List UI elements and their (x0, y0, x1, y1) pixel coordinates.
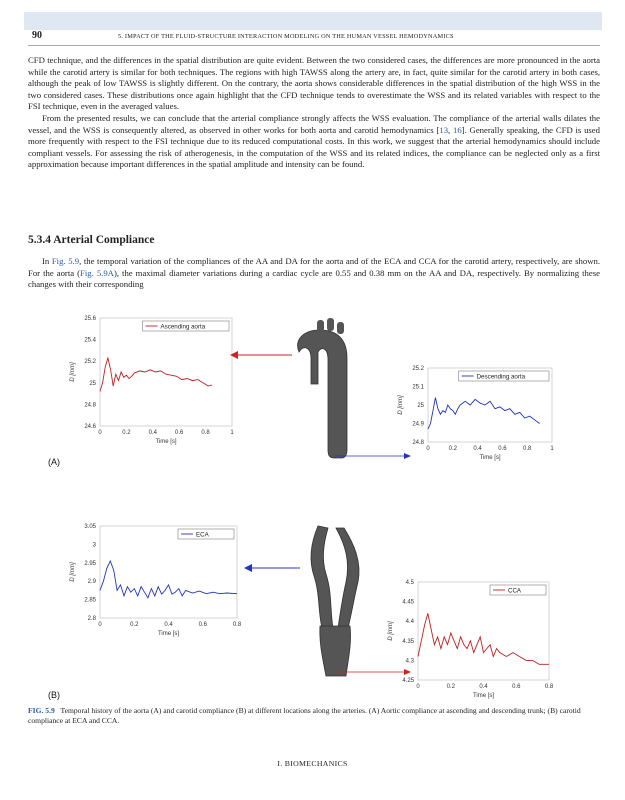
paragraph-2-text-a: From the presented results, we can conclude that the arterial compliance strongly affects the WSS evaluation. The compliance of the arterial walls dilates the vessel, and the WSS is consequently altered, as observed in other works for both aorta and carotid hemodynamics [ (28, 112, 600, 135)
y-tick-label: 24.8 (84, 402, 96, 409)
x-tick-label: 0.8 (201, 430, 210, 436)
x-tick-label: 1 (230, 430, 234, 436)
arrow-to-cca-chart (337, 669, 411, 675)
aorta-branch-2 (327, 318, 334, 331)
legend-label: Ascending aorta (160, 323, 206, 331)
x-tick-label: 0.4 (479, 684, 488, 690)
legend-label: ECA (196, 531, 209, 539)
arrow-to-eca-chart (244, 564, 300, 572)
running-head: 5. IMPACT OF THE FLUID-STRUCTURE INTERACTION MODELING ON THE HUMAN VESSEL HEMODYNAMICS (118, 33, 454, 40)
panel-a-label: (A) (48, 457, 60, 467)
arrow-to-aa-chart (230, 351, 292, 359)
y-tick-label: 25.2 (84, 359, 96, 366)
panel-b-label: (B) (48, 690, 60, 700)
x-tick-label: 0 (426, 446, 430, 452)
y-tick-label: 4.3 (405, 658, 414, 665)
x-tick-label: 0.4 (148, 430, 157, 436)
y-tick-label: 25.4 (84, 337, 96, 344)
legend-label: Descending aorta (476, 373, 526, 381)
x-axis-label: Time [s] (479, 455, 501, 461)
paragraph-2-text-b: ]. Generally speaking, the CFD is used more frequently with respect to the FSI technique due to its reduced computational costs. In this work, we suggest that the arterial hemodynamics should include compliant vessels. For assessing the risk of atherogenesis, in the computation of the WSS and its related indices, the compliance can be neglected only as a first approximation because important differences in the spatial amplitude and intensity can be found. (28, 124, 601, 170)
y-tick-label: 25 (417, 403, 424, 409)
x-tick-label: 0 (416, 684, 420, 690)
x-tick-label: 0.6 (198, 622, 207, 628)
y-tick-label: 2.85 (84, 597, 96, 604)
carotid-cca-trunk (320, 626, 351, 676)
y-axis-label: D [mm] (398, 395, 404, 415)
series-line-da (428, 398, 540, 429)
x-tick-label: 0.4 (164, 622, 173, 628)
aorta-vessel (298, 330, 347, 458)
x-tick-label: 0 (98, 430, 102, 436)
aorta-model-illustration (298, 318, 347, 458)
y-tick-label: 4.45 (402, 599, 414, 606)
y-tick-label: 3.05 (84, 524, 96, 530)
header-band (24, 12, 602, 30)
x-tick-label: 0.2 (130, 622, 139, 628)
x-tick-label: 0 (98, 622, 102, 628)
x-tick-label: 0.6 (175, 430, 184, 436)
section-text (28, 256, 600, 291)
paragraph-2 (28, 113, 600, 171)
section-heading: 5.3.4 Arterial Compliance (28, 234, 155, 246)
citation-16[interactable]: 16 (453, 124, 462, 135)
y-tick-label: 24.6 (84, 424, 96, 430)
x-tick-label: 0.2 (448, 446, 457, 452)
carotid-ica-branch (311, 526, 333, 628)
body-text (28, 55, 600, 171)
paragraph-1: CFD technique, and the differences in the spatial distribution are quite evident. Between the two considered cases, the differences are more pronounced in the aorta while the carotid artery is similar for both techniques. The regions with high TAWSS along the artery are, in fact, quite similar for the carotid artery in both cases, although the peak of low TAWSS is slightly different. On the contrary, the aorta shows considerable differences in the spatial distribution of the high WSS in the two considered cases. These distributions once again highlight that the CFD technique tends to overestimate the WSS and its related variables with respect to the FSI technique, even in the averaged values. (28, 55, 600, 112)
y-tick-label: 3 (92, 542, 96, 549)
citation-13[interactable]: 13 (439, 124, 449, 135)
x-axis-label: Time [s] (157, 631, 180, 637)
y-tick-label: 4.35 (402, 638, 414, 645)
y-tick-label: 25 (89, 380, 96, 387)
caption-text: Temporal history of the aorta (A) and carotid compliance (B) at different locations along the arteries. (A) Aortic compliance at ascending and descending trunk; (B) carotid compliance at ECA and CCA. (28, 706, 581, 725)
carotid-model-illustration (311, 526, 359, 676)
header-rule (28, 45, 600, 46)
y-tick-label: 4.4 (405, 619, 414, 626)
y-tick-label: 2.95 (84, 560, 96, 567)
y-tick-label: 25.2 (412, 366, 424, 372)
x-axis-label: Time [s] (155, 439, 177, 445)
chart-ascending-aorta (70, 316, 234, 445)
plot-frame (418, 582, 549, 680)
x-tick-label: 0.8 (523, 446, 532, 452)
chart-descending-aorta (398, 366, 554, 461)
plot-frame (100, 318, 232, 426)
y-axis-label: D [mm] (388, 621, 394, 641)
section-paragraph (28, 256, 600, 291)
x-tick-label: 0.2 (122, 430, 131, 436)
figure-ref-5-9[interactable]: Fig. 5.9 (51, 256, 80, 266)
section-text-c: ), the maximal diameter variations during a cardiac cycle are 0.55 and 0.38 mm on the AA and DA, respectively. By normalizing these changes with their corresponding (28, 267, 600, 290)
y-tick-label: 25.1 (412, 384, 424, 391)
caption-label: FIG. 5.9 (28, 706, 55, 715)
x-tick-label: 0.8 (544, 684, 554, 690)
page-footer: I. BIOMECHANICS (277, 759, 348, 768)
series-line-aa (100, 358, 212, 391)
y-tick-label: 24.8 (412, 440, 424, 446)
aorta-branch-1 (317, 320, 324, 332)
figure-5-9 (0, 300, 625, 705)
y-tick-label: 24.9 (412, 421, 424, 428)
figure-caption (28, 706, 600, 726)
chart-cca (388, 580, 554, 699)
x-tick-label: 0.2 (446, 684, 455, 690)
x-tick-label: 1 (550, 446, 554, 452)
citation-separator: , (448, 124, 454, 135)
aorta-branch-3 (337, 322, 344, 334)
series-line-cca (418, 613, 549, 664)
y-tick-label: 4.25 (402, 678, 414, 684)
y-tick-label: 2.9 (87, 579, 96, 586)
carotid-eca-branch (336, 528, 359, 628)
x-tick-label: 0.6 (512, 684, 521, 690)
y-tick-label: 2.8 (87, 616, 96, 622)
series-line-eca (100, 561, 237, 598)
plot-frame (100, 526, 237, 618)
section-text-b: , the temporal variation of the compliances of the AA and DA for the aorta and of the ECA and CCA for the carotid artery, respectively, are shown. For the aorta ( (28, 256, 600, 278)
page-number: 90 (32, 30, 42, 41)
y-tick-label: 4.5 (405, 580, 414, 586)
x-axis-label: Time [s] (472, 693, 495, 699)
chart-eca (70, 524, 242, 637)
x-tick-label: 0.4 (473, 446, 482, 452)
x-tick-label: 0.8 (232, 622, 242, 628)
y-axis-label: D [mm] (70, 562, 76, 582)
x-tick-label: 0.6 (498, 446, 507, 452)
figure-ref-5-9a[interactable]: Fig. 5.9A (80, 267, 114, 278)
y-tick-label: 25.6 (84, 316, 96, 322)
legend-label: CCA (508, 587, 522, 595)
section-text-a: In (42, 256, 52, 266)
y-axis-label: D [mm] (70, 362, 76, 382)
